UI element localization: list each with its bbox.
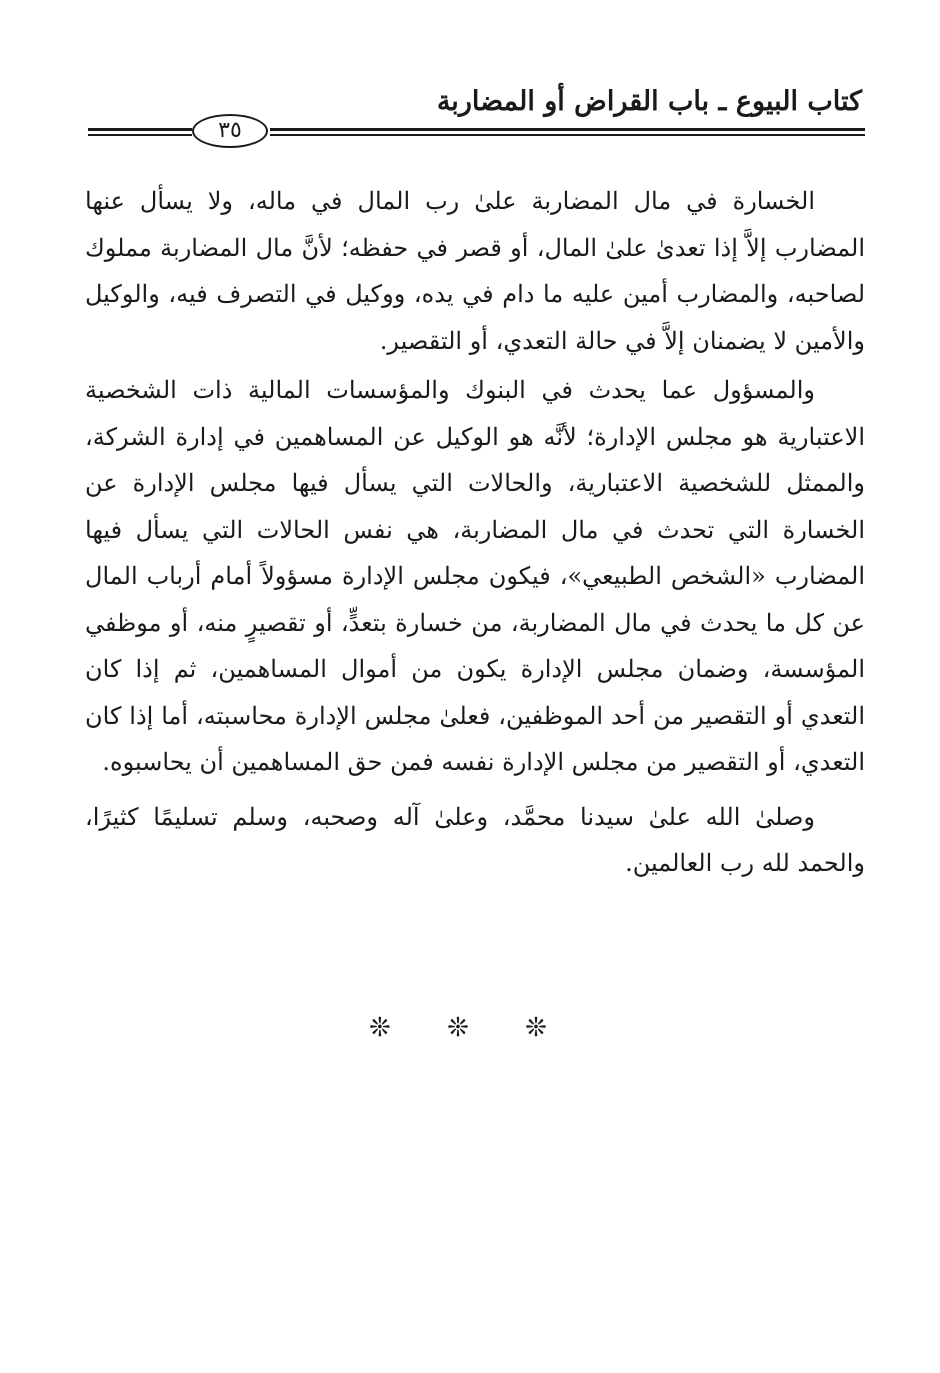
section-end-ornament: ❊ ❊ ❊ [369, 1013, 571, 1043]
paragraph-2: والمسؤول عما يحدث في البنوك والمؤسسات المالية ذات الشخصية الاعتبارية هو مجلس الإدارة؛ لأنَّه هو الوكيل عن المساهمين في إدارة الشركة، والممثل للشخصية الاعتبارية، والحالات التي يسأل فيها مجلس الإدارة عن الخسارة التي تحدث في مال المضاربة، هي نفس الحالات التي يسأل فيها المضارب «الشخص الطبيعي»، فيكون مجلس الإدارة مسؤولاً أمام أرباب المال عن كل ما يحدث في مال المضاربة، من خسارة بتعدٍّ، أو تقصيرٍ منه، أو موظفي المؤسسة، وضمان مجلس الإدارة يكون من أموال المساهمين، ثم إذا كان التعدي أو التقصير من أحد الموظفين، فعلىٰ مجلس الإدارة محاسبته، أما إذا كان التعدي، أو التقصير من مجلس الإدارة نفسه فمن حق المساهمين أن يحاسبوه. [85, 376, 865, 776]
header-rule-left [88, 128, 192, 131]
paragraph-closing: وصلىٰ الله علىٰ سيدنا محمَّد، وعلىٰ آله وصحبه، وسلم تسليمًا كثيرًا، والحمد لله رب العالمين. [85, 802, 865, 877]
header-rule-right [270, 128, 865, 131]
running-title: كتاب البيوع ـ باب القراض أو المضاربة [436, 86, 862, 117]
body-text [85, 178, 865, 887]
page-number: ٣٥ [192, 114, 268, 148]
paragraph-1: الخسارة في مال المضاربة علىٰ رب المال في ماله، ولا يسأل عنها المضارب إلاَّ إذا تعدىٰ علىٰ المال، أو قصر في حفظه؛ لأنَّ مال المضاربة مملوك لصاحبه، والمضارب أمين عليه ما دام في يده، ووكيل في التصرف فيه، والوكيل والأمين لا يضمنان إلاَّ في حالة التعدي، أو التقصير. [85, 187, 865, 355]
